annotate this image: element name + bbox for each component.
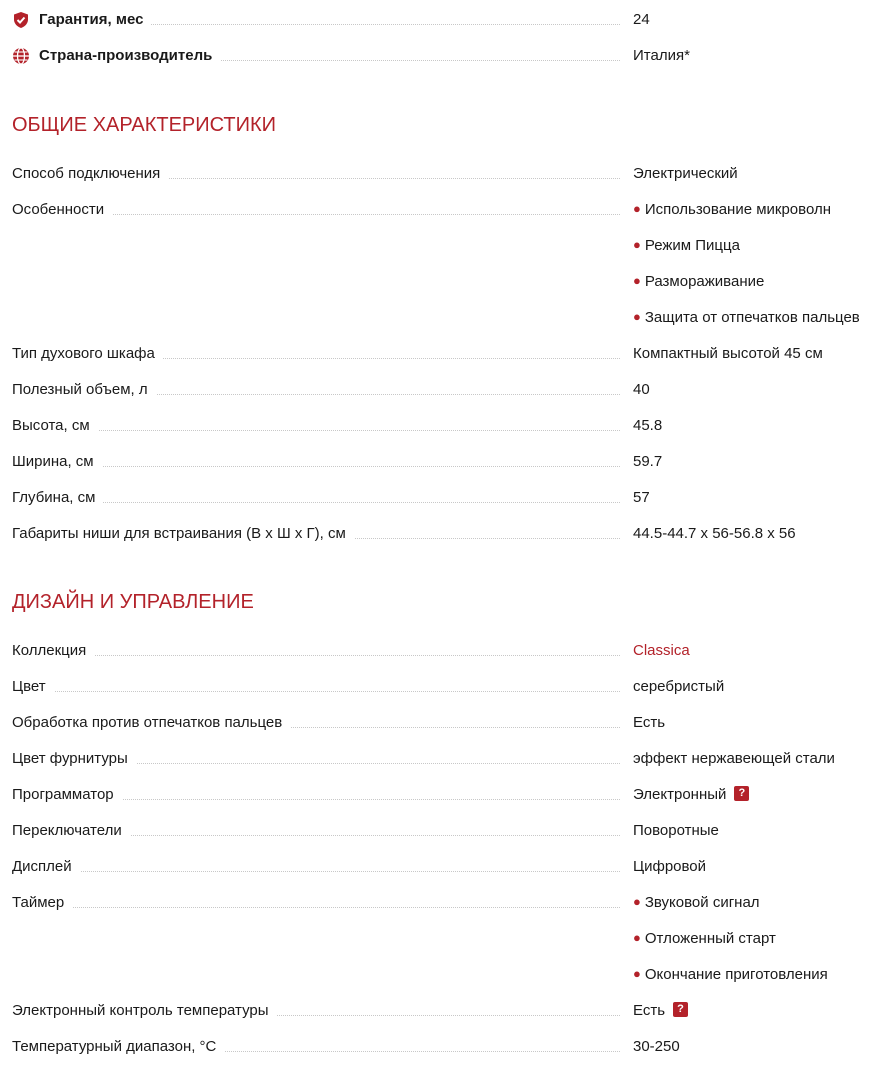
spec-value: Цифровой [633, 858, 707, 875]
spec-row-country [12, 45, 875, 67]
spec-value: серебристый [633, 678, 725, 695]
spec-label: Ширина, см [12, 451, 102, 473]
bullet-icon: ● [633, 237, 641, 252]
spec-label: Способ подключения [12, 163, 168, 185]
list-item: ● Звуковой сигнал [633, 894, 760, 911]
spec-row-warranty [12, 9, 875, 31]
spec-value: 57 [633, 489, 650, 506]
dotted-leader [12, 430, 620, 431]
spec-label: Таймер [12, 892, 72, 914]
spec-row-features-cont [12, 307, 875, 329]
spec-label: Температурный диапазон, °C [12, 1036, 224, 1058]
list-item: ● Размораживание [633, 273, 765, 290]
bullet-icon: ● [633, 309, 641, 324]
list-item: ● Использование микроволн [633, 201, 831, 218]
spec-label: Страна-производитель [39, 45, 220, 67]
spec-label: Глубина, см [12, 487, 103, 509]
spec-row-features-cont [12, 235, 875, 257]
globe-icon [12, 47, 30, 65]
help-icon[interactable]: ? [673, 1002, 688, 1017]
spec-value: Есть [633, 714, 666, 731]
spec-row-color [12, 676, 875, 698]
spec-label: Полезный объем, л [12, 379, 156, 401]
spec-row-collection [12, 640, 875, 662]
spec-value: Поворотные [633, 822, 719, 839]
spec-value: 24 [633, 11, 650, 28]
spec-value: 40 [633, 381, 650, 398]
spec-row-antifinger [12, 712, 875, 734]
spec-row-timer-cont [12, 964, 875, 986]
spec-row-width [12, 451, 875, 473]
spec-label: Цвет фурнитуры [12, 748, 136, 770]
spec-row-temp-control [12, 1000, 875, 1022]
spec-label: Тип духового шкафа [12, 343, 163, 365]
spec-row-features-cont [12, 271, 875, 293]
spec-row-programmer [12, 784, 875, 806]
bullet-icon: ● [633, 273, 641, 288]
collection-link[interactable]: Classica [633, 642, 690, 659]
bullet-icon: ● [633, 930, 641, 945]
list-item: ● Защита от отпечатков пальцев [633, 309, 860, 326]
dotted-leader [12, 655, 620, 656]
dotted-leader [12, 466, 620, 467]
shield-check-icon [12, 11, 30, 29]
bullet-icon: ● [633, 894, 641, 909]
bullet-icon: ● [633, 201, 641, 216]
spec-row-oven-type [12, 343, 875, 365]
help-icon[interactable]: ? [734, 786, 749, 801]
list-item: ● Окончание приготовления [633, 966, 828, 983]
spec-label: Особенности [12, 199, 112, 221]
spec-label: Электронный контроль температуры [12, 1000, 277, 1022]
spec-row-timer [12, 892, 875, 914]
spec-value: Электрический [633, 165, 738, 182]
spec-row-display [12, 856, 875, 878]
spec-value: 59.7 [633, 453, 663, 470]
spec-row-switches [12, 820, 875, 842]
spec-value: эффект нержавеющей стали [633, 750, 835, 767]
spec-row-features [12, 199, 875, 221]
spec-label: Гарантия, мес [39, 9, 151, 31]
spec-value: 44.5-44.7 х 56-56.8 х 56 [633, 525, 796, 542]
spec-label: Коллекция [12, 640, 94, 662]
spec-row-niche [12, 523, 875, 545]
section-title-general: ОБЩИЕ ХАРАКТЕРИСТИКИ [12, 114, 277, 136]
spec-value: 30-250 [633, 1038, 680, 1055]
bullet-icon: ● [633, 966, 641, 981]
dotted-leader [12, 907, 620, 908]
spec-label: Цвет [12, 676, 54, 698]
spec-row-timer-cont [12, 928, 875, 950]
spec-row-temp-range [12, 1036, 875, 1058]
spec-value: Есть ? [633, 1000, 688, 1022]
spec-row-volume [12, 379, 875, 401]
spec-label: Высота, см [12, 415, 98, 437]
spec-row-connection [12, 163, 875, 185]
spec-label: Программатор [12, 784, 122, 806]
spec-value: 45.8 [633, 417, 663, 434]
list-item: ● Отложенный старт [633, 930, 776, 947]
spec-label: Обработка против отпечатков пальцев [12, 712, 290, 734]
spec-row-depth [12, 487, 875, 509]
spec-label: Переключатели [12, 820, 130, 842]
spec-label: Дисплей [12, 856, 80, 878]
dotted-leader [12, 691, 620, 692]
spec-row-fittings [12, 748, 875, 770]
spec-label: Габариты ниши для встраивания (В х Ш х Г), см [12, 523, 354, 545]
section-title-design: ДИЗАЙН И УПРАВЛЕНИЕ [12, 591, 254, 613]
spec-value: Италия* [633, 47, 690, 64]
dotted-leader [12, 871, 620, 872]
list-item: ● Режим Пицца [633, 237, 740, 254]
spec-row-height [12, 415, 875, 437]
spec-value: Компактный высотой 45 см [633, 345, 823, 362]
spec-value: Электронный ? [633, 784, 749, 806]
